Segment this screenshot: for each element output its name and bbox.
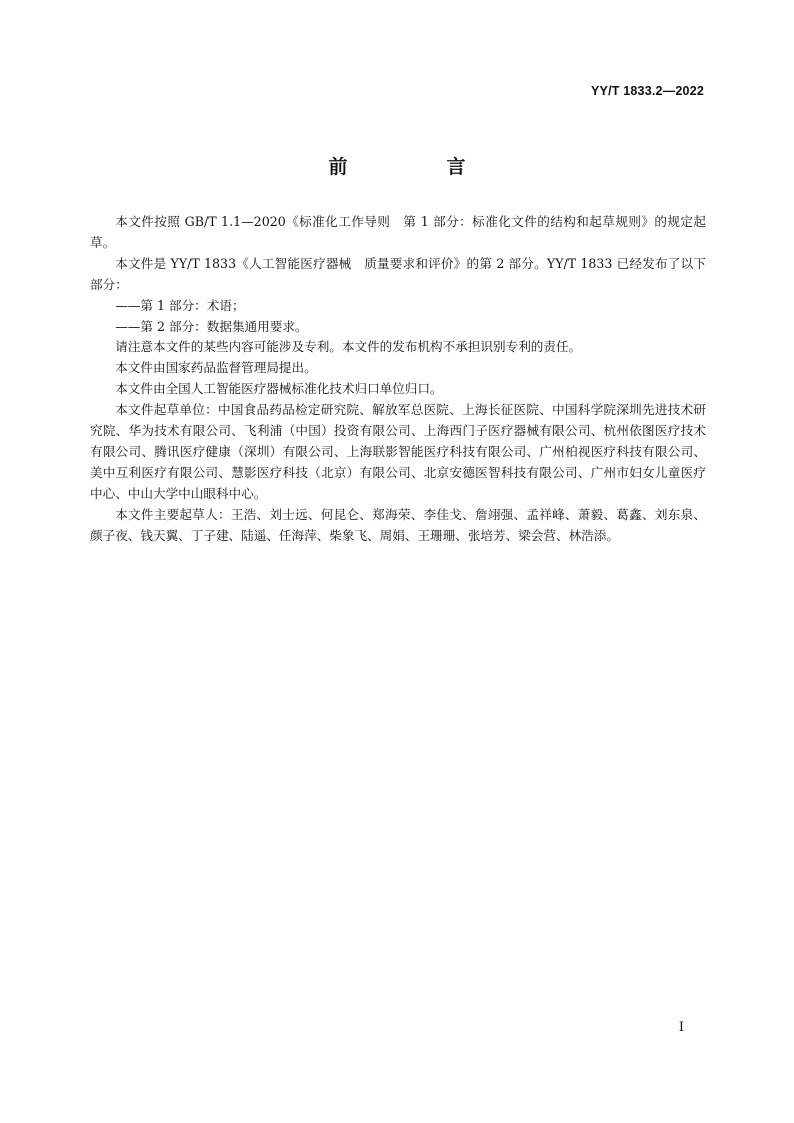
standard-number: YY/T 1833.2—2022 xyxy=(591,84,704,98)
list-item-part1: ——第 1 部分：术语； xyxy=(115,297,245,313)
paragraph-drafting-organizations: 本文件起草单位：中国食品药品检定研究院、解放军总医院、上海长征医院、中国科学院深圳先进技术研究院、华为技术有限公司、飞利浦（中国）投资有限公司、上海西门子医疗器械有限公司、杭州依图医疗技术有限公司、腾讯医疗健康（深圳）有限公司、上海联影智能医疗科技有限公司、广州柏视医疗科技有限公司、美中互利医疗有限公司、慧影医疗科技（北京）有限公司、北京安德医智科技有限公司、广州市妇女儿童医疗中心、中山大学中山眼科中心。 xyxy=(90,402,706,501)
paragraph-centralized-unit: 本文件由全国人工智能医疗器械标准化技术归口单位归口。 xyxy=(115,381,443,397)
page-number: I xyxy=(678,1020,684,1035)
paragraph-patent-notice: 请注意本文件的某些内容可能涉及专利。本文件的发布机构不承担识别专利的责任。 xyxy=(115,339,582,355)
foreword-body xyxy=(90,212,706,547)
paragraph-main-drafters: 本文件主要起草人：王浩、刘士远、何昆仑、郑海荣、李佳戈、詹翊强、孟祥峰、萧毅、葛鑫、刘东泉、颜子夜、钱天翼、丁子建、陆遥、任海萍、柴象飞、周娟、王珊珊、张培芳、梁会营、林浩添。 xyxy=(90,506,706,543)
page-title: 前 言 xyxy=(328,156,506,178)
paragraph-drafting-rules: 本文件按照 GB/T 1.1—2020《标准化工作导则 第 1 部分：标准化文件的结构和起草规则》的规定起草。 xyxy=(90,214,706,250)
paragraph-series-parts: 本文件是 YY/T 1833《人工智能医疗器械 质量要求和评价》的第 2 部分。YY/T 1833 已经发布了以下部分： xyxy=(90,255,706,292)
paragraph-proposer: 本文件由国家药品监督管理局提出。 xyxy=(115,360,317,376)
list-item-part2: ——第 2 部分：数据集通用要求。 xyxy=(115,318,308,334)
